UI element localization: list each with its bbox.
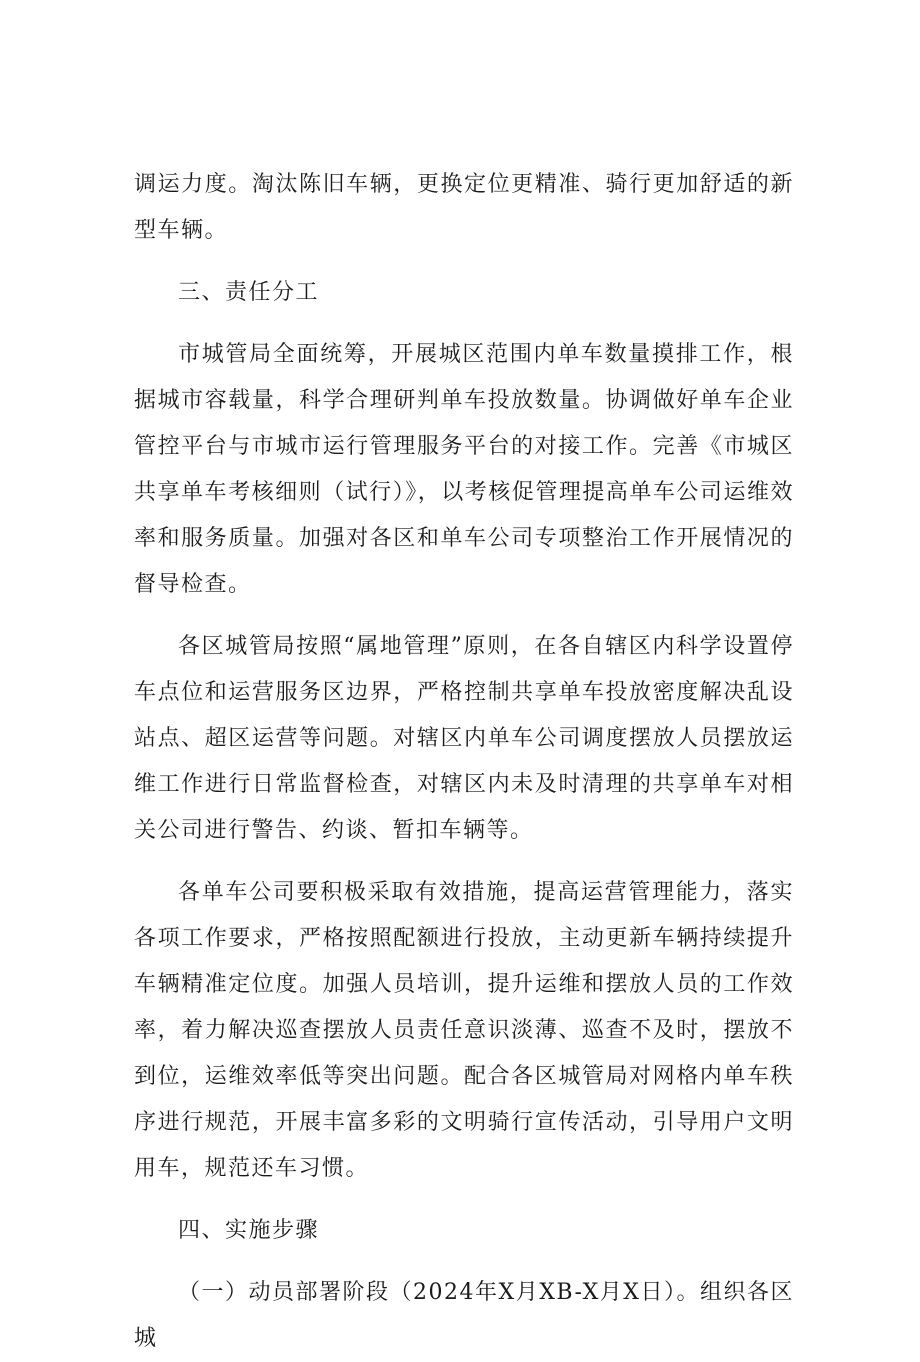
paragraph-city-bureau: 市城管局全面统筹，开展城区范围内单车数量摸排工作，根据城市容载量，科学合理研判单车投放数量。协调做好单车企业管控平台与市城市运行管理服务平台的对接工作。完善《市城区共享单车考核细则（试行）》，以考核促管理提高单车公司运维效率和服务质量。加强对各区和单车公司专项整治工作开展情况的督导检查。 — [134, 342, 794, 597]
paragraph-continuation: 调运力度。淘汰陈旧车辆，更换定位更精准、骑行更加舒适的新型车辆。 — [134, 172, 794, 243]
section-heading-implementation: 四、实施步骤 — [178, 1218, 320, 1243]
paragraph-bike-companies: 各单车公司要积极采取有效措施，提高运营管理能力，落实各项工作要求，严格按照配额进行投放，主动更新车辆持续提升车辆精准定位度。加强人员培训，提升运维和摆放人员的工作效率，着力解决巡查摆放人员责任意识淡薄、巡查不及时，摆放不到位，运维效率低等突出问题。配合各区城管局对网格内单车秩序进行规范，开展丰富多彩的文明骑行宣传活动，引导用户文明用车，规范还车习惯。 — [134, 880, 794, 1181]
paragraph-mobilization-stage: （一）动员部署阶段（2024年X月XB-X月X日）。组织各区城 — [134, 1280, 794, 1351]
section-heading-responsibilities: 三、责任分工 — [178, 280, 320, 305]
paragraph-district-bureaus: 各区城管局按照“属地管理”原则，在各自辖区内科学设置停车点位和运营服务区边界，严格控制共享单车投放密度解决乱设站点、超区运营等问题。对辖区内单车公司调度摆放人员摆放运维工作进行日常监督检查，对辖区内未及时清理的共享单车对相关公司进行警告、约谈、暂扣车辆等。 — [134, 634, 794, 843]
document-body — [134, 162, 794, 1362]
